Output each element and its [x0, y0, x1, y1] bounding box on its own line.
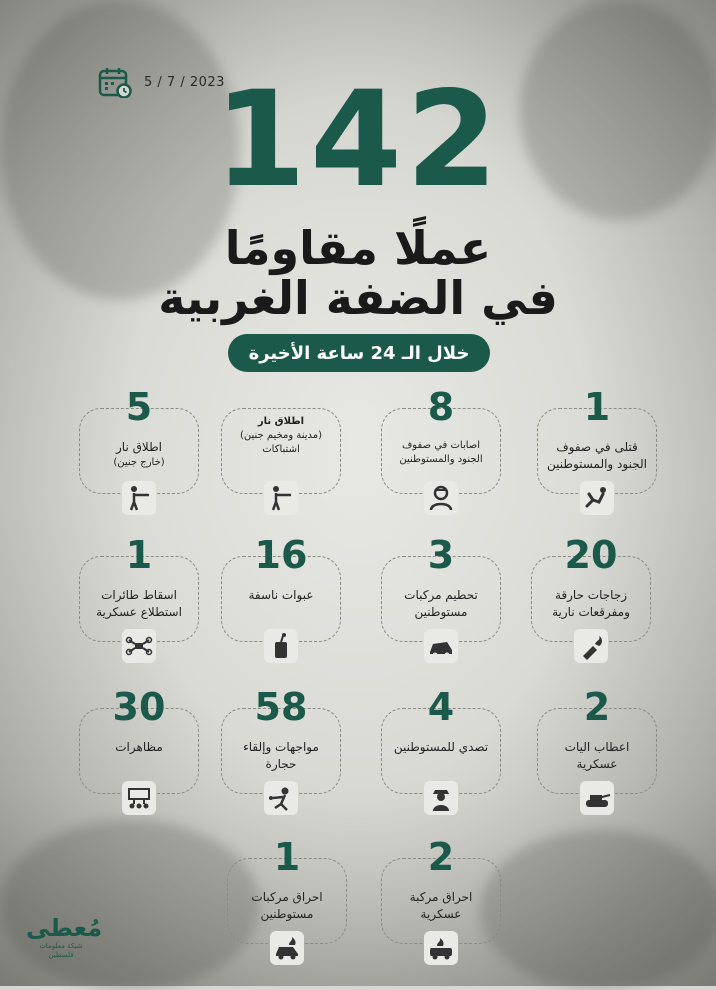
- molotov-icon: [574, 629, 608, 663]
- stat-label: [86, 439, 192, 470]
- stat-value: 58: [254, 685, 308, 729]
- period-badge: خلال الـ 24 ساعة الأخيرة: [228, 334, 490, 372]
- stat-card-killed: [537, 385, 657, 494]
- stat-label: قتلى في صفوف الجنود والمستوطنين: [547, 440, 647, 471]
- gunman-icon: [264, 481, 298, 515]
- stat-label: احراق مركبة عسكرية: [409, 890, 473, 921]
- drone-icon: [122, 629, 156, 663]
- stat-value: 5: [125, 385, 153, 429]
- headline-line-1: عملًا مقاومًا: [224, 221, 492, 275]
- stat-value: 1: [125, 533, 153, 577]
- stat-label: [228, 415, 334, 457]
- stat-card-burn-settler: [227, 835, 347, 944]
- stat-card-molotov: [531, 533, 651, 642]
- stat-label: عبوات ناسفة: [248, 588, 314, 602]
- stat-value: 4: [427, 685, 455, 729]
- protest-icon: [122, 781, 156, 815]
- stat-label: مظاهرات: [115, 740, 163, 754]
- burning-car-icon: [270, 931, 304, 965]
- stat-label: اعطاب اليات عسكرية: [564, 740, 630, 771]
- logo-tagline: شبكة معلومات فلسطين: [39, 942, 83, 959]
- stat-value: 3: [427, 533, 455, 577]
- stat-value: 16: [254, 533, 308, 577]
- stat-label: اسقاط طائرات استطلاع عسكرية: [96, 588, 182, 619]
- stat-card-confront: [381, 685, 501, 794]
- stat-card-protests: [79, 685, 199, 794]
- injured-soldier-icon: [424, 481, 458, 515]
- brand-logo: [26, 914, 103, 960]
- stat-label: زجاجات حارقة ومفرقعات نارية: [552, 588, 630, 619]
- stat-value: 30: [112, 685, 166, 729]
- stat-card-explosives: [221, 533, 341, 642]
- stat-label: مواجهات وإلقاء حجارة: [243, 740, 319, 771]
- tank-icon: [580, 781, 614, 815]
- stat-value: 8: [427, 385, 455, 429]
- stat-card-stones: [221, 685, 341, 794]
- stat-card-burn-military: [381, 835, 501, 944]
- stat-card-shooting: [79, 385, 199, 494]
- stat-label: تصدي للمستوطنين: [393, 740, 489, 754]
- date-text: 5 / 7 / 2023: [144, 74, 225, 90]
- stat-value: 2: [427, 835, 455, 879]
- stat-label-sub: (خارج جنين): [113, 457, 165, 468]
- stat-card-machinery: [537, 685, 657, 794]
- stat-label-title: اطلاق نار: [116, 440, 162, 454]
- stat-label-title: اطلاق نار: [257, 416, 305, 427]
- stat-label: تحطيم مركبات مستوطنين: [404, 588, 478, 619]
- headline-line-2: في الضفة الغربية: [158, 271, 558, 325]
- settler-icon: [424, 781, 458, 815]
- stat-label-rest: اشتباكات: [262, 444, 300, 455]
- explosive-icon: [264, 629, 298, 663]
- stat-value: 20: [564, 533, 618, 577]
- stat-card-clashes: [221, 408, 341, 494]
- gunman-icon: [122, 481, 156, 515]
- total-count: 142: [214, 63, 502, 217]
- smashed-car-icon: [424, 629, 458, 663]
- stat-card-vehicles: [381, 533, 501, 642]
- stat-label: احراق مركبات مستوطنين: [251, 890, 323, 921]
- stat-value: 1: [583, 385, 611, 429]
- stat-label-sub: (مدينة ومخيم جنين): [239, 430, 323, 441]
- burning-military-vehicle-icon: [424, 931, 458, 965]
- stat-label: اصابات في صفوف الجنود والمستوطنين: [399, 440, 483, 465]
- logo-name: مُعطى: [26, 914, 103, 942]
- stone-thrower-icon: [264, 781, 298, 815]
- injured-person-icon: [580, 481, 614, 515]
- stat-card-drones: [79, 533, 199, 642]
- stat-value: 2: [583, 685, 611, 729]
- stat-value: 1: [273, 835, 301, 879]
- stat-card-injuries: [381, 385, 501, 494]
